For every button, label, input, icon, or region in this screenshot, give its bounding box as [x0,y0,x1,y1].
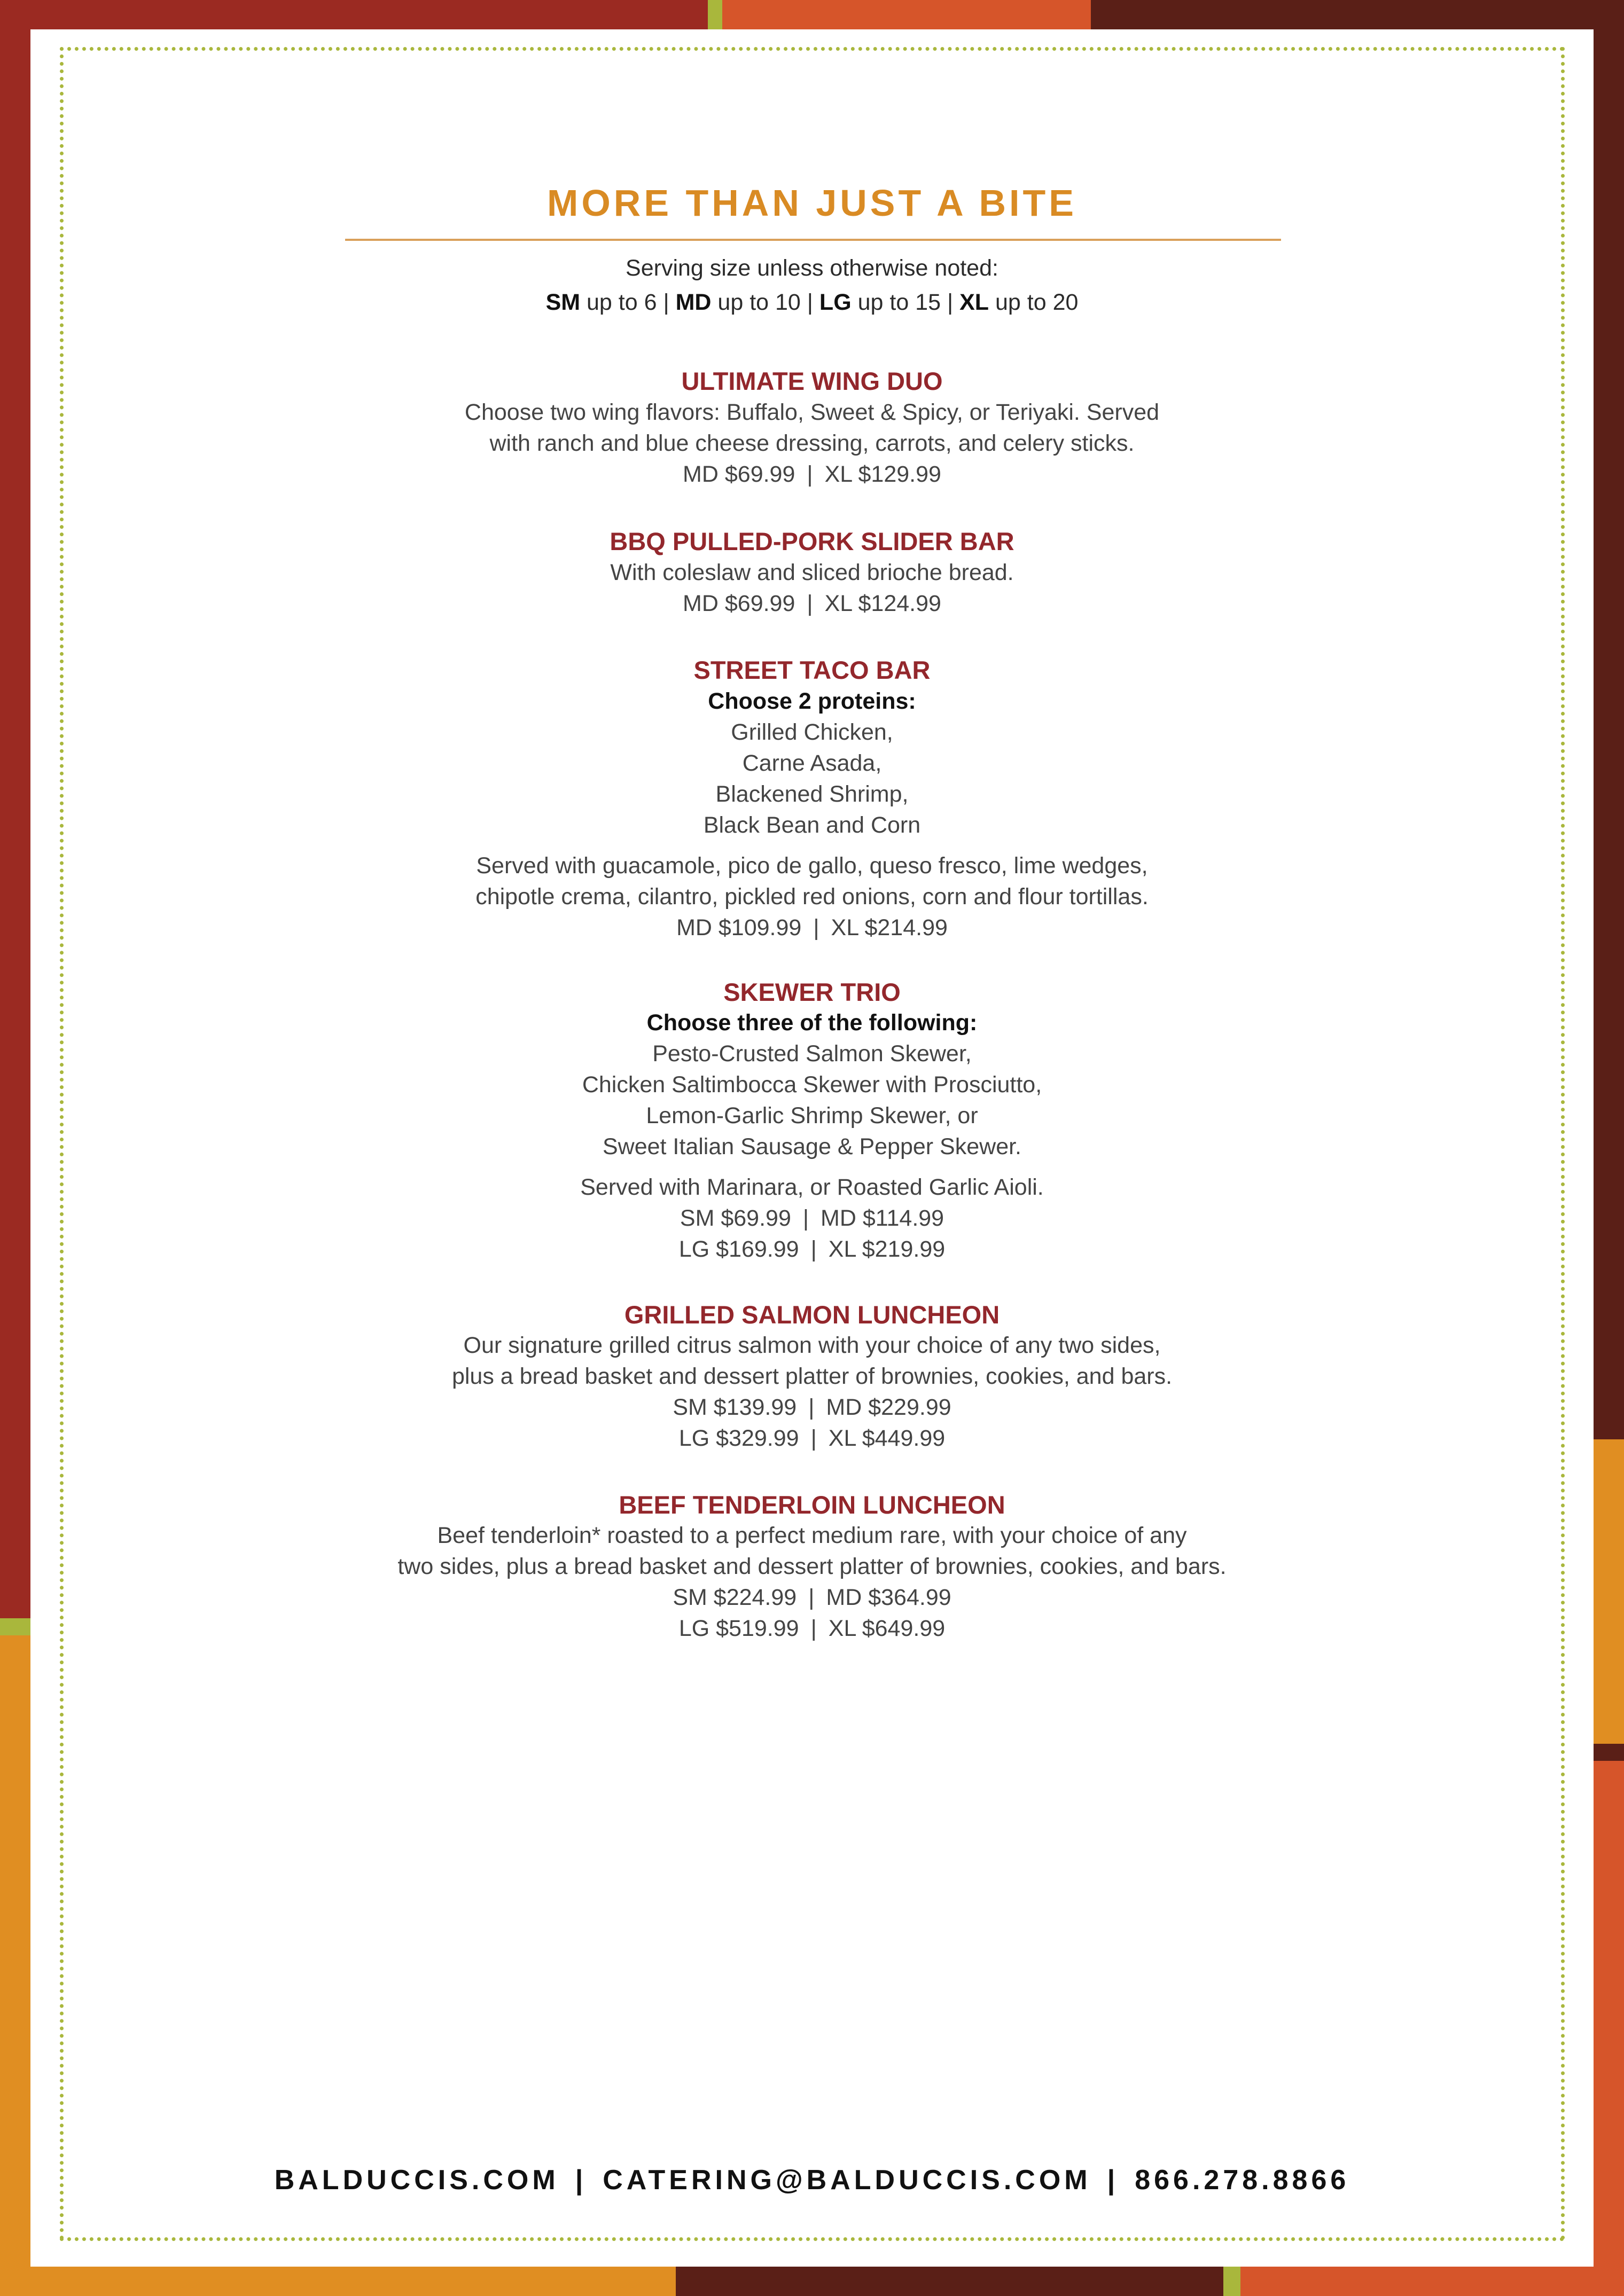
border-right-orange [1594,1761,1624,2296]
item-description: Served with guacamole, pico de gallo, queso fresco, lime wedges, [476,853,1148,879]
size-code: SM [545,289,581,315]
item-option: Chicken Saltimbocca Skewer with Prosciutto, [582,1072,1042,1098]
item-price: SM $224.99 | MD $364.99 [673,1585,951,1610]
size-desc: up to 6 [587,289,657,315]
size-separator: | [807,289,813,315]
border-bottom-gold [0,2267,676,2296]
website-link[interactable]: BALDUCCIS.COM [274,2165,559,2196]
item-option: Lemon-Garlic Shrimp Skewer, or [646,1103,978,1129]
item-description: chipotle crema, cilantro, pickled red onions, corn and flour tortillas. [475,884,1149,910]
item-description: With coleslaw and sliced brioche bread. [610,560,1014,585]
item-price: MD $109.99 | XL $214.99 [676,915,948,941]
footer-contact: BALDUCCIS.COM | CATERING@BALDUCCIS.COM | 866.278.8866 [274,2165,1350,2196]
border-top-brown [1091,0,1624,29]
border-top-red [0,0,708,29]
border-bottom-orange [1240,2267,1624,2296]
size-separator: | [947,289,954,315]
phone-number[interactable]: 866.278.8866 [1135,2165,1350,2196]
item-price: SM $69.99 | MD $114.99 [680,1205,944,1231]
title-underline [345,239,1281,241]
item-option: Grilled Chicken, [731,719,893,745]
item-subheading: Choose 2 proteins: [708,688,916,714]
size-desc: up to 10 [717,289,801,315]
item-option: Blackened Shrimp, [715,781,909,807]
border-right-brown-2 [1594,1744,1624,1761]
item-price: LG $169.99 | XL $219.99 [678,1236,946,1262]
item-option: Black Bean and Corn [703,812,921,838]
item-option: Sweet Italian Sausage & Pepper Skewer. [602,1134,1022,1159]
item-description: Beef tenderloin* roasted to a perfect medium rare, with your choice of any [437,1523,1187,1548]
item-name: SKEWER TRIO [723,978,901,1006]
item-description: Choose two wing flavors: Buffalo, Sweet & Spicy, or Teriyaki. Served [464,399,1160,425]
item-price: LG $519.99 | XL $649.99 [678,1616,946,1641]
serving-note: Serving size unless otherwise noted: [626,255,998,281]
item-price: MD $69.99 | XL $129.99 [683,461,941,487]
border-top-orange [722,0,1091,29]
page-title: MORE THAN JUST A BITE [547,182,1077,224]
email-link[interactable]: CATERING@BALDUCCIS.COM [603,2165,1091,2196]
item-description: Our signature grilled citrus salmon with your choice of any two sides, [463,1333,1161,1358]
size-code: LG [819,289,852,315]
item-option: Carne Asada, [742,750,882,776]
item-price: MD $69.99 | XL $124.99 [683,591,941,616]
size-separator: | [663,289,669,315]
border-bottom-lime [1223,2267,1240,2296]
item-description: Served with Marinara, or Roasted Garlic Aioli. [580,1174,1044,1200]
border-bottom-brown [676,2267,1223,2296]
item-name: BEEF TENDERLOIN LUNCHEON [619,1491,1005,1519]
size-legend [0,285,1624,319]
border-left-gold [0,1635,30,2296]
size-code: XL [959,289,989,315]
size-desc: up to 20 [995,289,1079,315]
size-desc: up to 15 [857,289,941,315]
item-name: BBQ PULLED-PORK SLIDER BAR [610,527,1014,555]
size-code: MD [675,289,712,315]
item-subheading: Choose three of the following: [646,1010,978,1036]
item-price: SM $139.99 | MD $229.99 [673,1394,951,1420]
item-price: LG $329.99 | XL $449.99 [678,1425,946,1451]
item-name: GRILLED SALMON LUNCHEON [624,1300,1000,1329]
item-option: Pesto-Crusted Salmon Skewer, [652,1041,972,1067]
item-name: STREET TACO BAR [693,656,931,684]
border-top-lime [708,0,722,29]
item-description: two sides, plus a bread basket and dessert platter of brownies, cookies, and bars. [397,1554,1227,1579]
item-name: ULTIMATE WING DUO [681,367,943,395]
item-description: plus a bread basket and dessert platter of brownies, cookies, and bars. [451,1364,1173,1389]
item-description: with ranch and blue cheese dressing, carrots, and celery sticks. [489,430,1135,456]
